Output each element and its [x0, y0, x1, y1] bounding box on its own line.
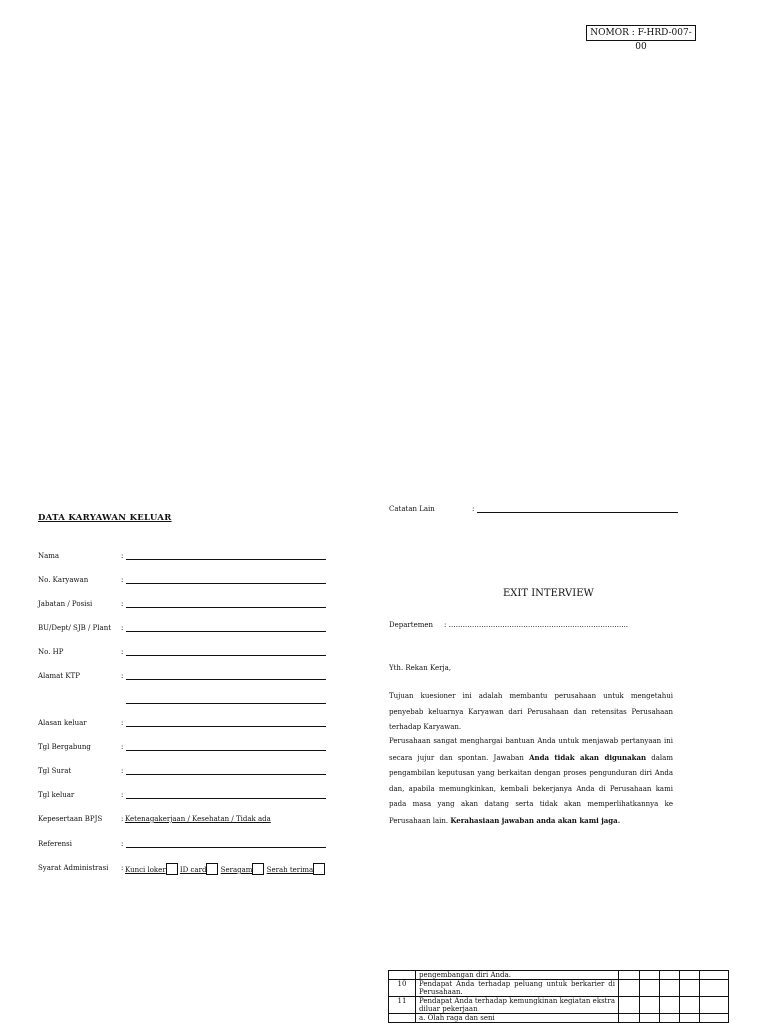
field-input-line[interactable] [126, 655, 326, 656]
catatan-lain-colon: : [472, 505, 475, 513]
greeting: Yth. Rekan Kerja, [389, 664, 452, 672]
admin-item-checkbox[interactable] [166, 863, 178, 875]
para2-d: Kerahasiaan jawaban anda akan kami jaga. [450, 815, 621, 825]
appreciation-paragraph [389, 734, 673, 829]
admin-requirements [125, 863, 325, 875]
admin-item-label: Kunci loker [125, 866, 166, 874]
catatan-lain-line[interactable] [477, 512, 678, 513]
question-number: 11 [389, 997, 416, 1014]
rating-cell[interactable] [619, 997, 640, 1014]
rating-cell[interactable] [660, 980, 680, 997]
field-colon: : [121, 672, 124, 680]
question-number [389, 971, 416, 980]
field-label: Nama [38, 552, 60, 560]
field-input-line[interactable] [126, 798, 326, 799]
field-label: BU/Dept/ SJB / Plant [38, 624, 112, 632]
para2-a: Perusahaan sangat menghargai bantuan Anda untuk menjawab pertanyaan ini secara jujur dan spontan. Jawaban [389, 737, 673, 762]
field-colon: : [121, 815, 124, 823]
rating-cell[interactable] [640, 980, 660, 997]
field-label: Kepesertaan BPJS [38, 815, 103, 823]
rating-cell[interactable] [640, 1014, 660, 1023]
field-label: No. HP [38, 648, 64, 656]
admin-item-checkbox[interactable] [313, 863, 325, 875]
rating-cell[interactable] [619, 1014, 640, 1023]
field-input-line[interactable] [126, 774, 326, 775]
field-input-line[interactable] [126, 750, 326, 751]
catatan-lain-label: Catatan Lain [389, 505, 435, 513]
bpjs-options[interactable]: Ketenagakerjaan / Kesehatan / Tidak ada [125, 815, 271, 823]
field-colon: : [121, 648, 124, 656]
table-row [389, 980, 729, 997]
field-colon: : [121, 600, 124, 608]
form-number: NOMOR : F-HRD-007-00 [586, 25, 696, 41]
purpose-paragraph: Tujuan kuesioner ini adalah membantu perusahaan untuk mengetahui penyebab keluarnya Karyawan dari Perusahaan dan retensitas Perusahaan terhadap Karyawan. [389, 692, 673, 731]
admin-item-label: Serah terima [266, 866, 314, 874]
para2-c: dalam pengambilan keputusan yang berkaitan dengan proses pengunduran diri Anda dan, apabila memungkinkan, kembali bekerjanya Anda di Perusahaan kami pada masa yang akan datang serta tidak akan memperlihatkannya ke Perusahaan lain. [389, 753, 673, 825]
field-colon: : [121, 743, 124, 751]
field-input-line[interactable] [126, 847, 326, 848]
rating-cell[interactable] [660, 971, 680, 980]
field-input-line[interactable] [126, 583, 326, 584]
field-label: Syarat Administrasi [38, 864, 109, 872]
field-label: Tgl Surat [38, 767, 72, 775]
rating-cell[interactable] [640, 997, 660, 1014]
table-row [389, 997, 729, 1014]
rating-cell[interactable] [680, 971, 700, 980]
rating-cell[interactable] [660, 997, 680, 1014]
table-row [389, 1014, 729, 1023]
field-label: Tgl keluar [38, 791, 75, 799]
field-colon: : [121, 767, 124, 775]
field-input-line[interactable] [126, 631, 326, 632]
field-input-line[interactable] [126, 559, 326, 560]
rating-cell[interactable] [680, 1014, 700, 1023]
rating-cell[interactable] [660, 1014, 680, 1023]
section-title-data-karyawan: DATA KARYAWAN KELUAR [38, 513, 172, 523]
field-input-line[interactable] [126, 726, 326, 727]
rating-cell[interactable] [700, 997, 729, 1014]
rating-cell[interactable] [619, 980, 640, 997]
field-label: Tgl Bergabung [38, 743, 91, 751]
question-number: 10 [389, 980, 416, 997]
field-colon: : [121, 840, 124, 848]
field-label: Alamat KTP [38, 672, 80, 680]
exit-interview-heading: EXIT INTERVIEW [503, 588, 594, 599]
rating-cell[interactable] [680, 997, 700, 1014]
departemen-label: Departemen [389, 621, 433, 629]
rating-cell[interactable] [700, 971, 729, 980]
field-colon: : [121, 864, 124, 872]
admin-item-checkbox[interactable] [206, 863, 218, 875]
table-row [389, 971, 729, 980]
rating-cell[interactable] [619, 971, 640, 980]
admin-item-label: Seragam [220, 866, 253, 874]
admin-item-label: ID card [179, 866, 207, 874]
para2-b: Anda tidak akan digunakan [529, 752, 647, 762]
field-colon: : [121, 624, 124, 632]
field-colon: : [121, 552, 124, 560]
field-input-line[interactable] [126, 679, 326, 680]
question-table [388, 970, 729, 1023]
question-text: Pendapat Anda terhadap kemungkinan kegiatan ekstra diluar pekerjaan [416, 997, 619, 1014]
rating-cell[interactable] [700, 980, 729, 997]
field-label: Referensi [38, 840, 72, 848]
rating-cell[interactable] [700, 1014, 729, 1023]
admin-item-checkbox[interactable] [252, 863, 264, 875]
field-label: No. Karyawan [38, 576, 89, 584]
question-text: pengembangan diri Anda. [416, 971, 619, 980]
question-text: a. Olah raga dan seni [416, 1014, 619, 1023]
field-colon: : [121, 719, 124, 727]
question-text: Pendapat Anda terhadap peluang untuk berkarier di Perusahaan. [416, 980, 619, 997]
field-colon: : [121, 791, 124, 799]
field-input-line-2[interactable] [126, 703, 326, 704]
rating-cell[interactable] [640, 971, 660, 980]
field-input-line[interactable] [126, 607, 326, 608]
field-colon: : [121, 576, 124, 584]
rating-cell[interactable] [680, 980, 700, 997]
question-number [389, 1014, 416, 1023]
departemen-value[interactable]: : ………………………………………………………………….. [444, 621, 629, 629]
field-label: Jabatan / Posisi [38, 600, 93, 608]
field-label: Alasan keluar [38, 719, 87, 727]
